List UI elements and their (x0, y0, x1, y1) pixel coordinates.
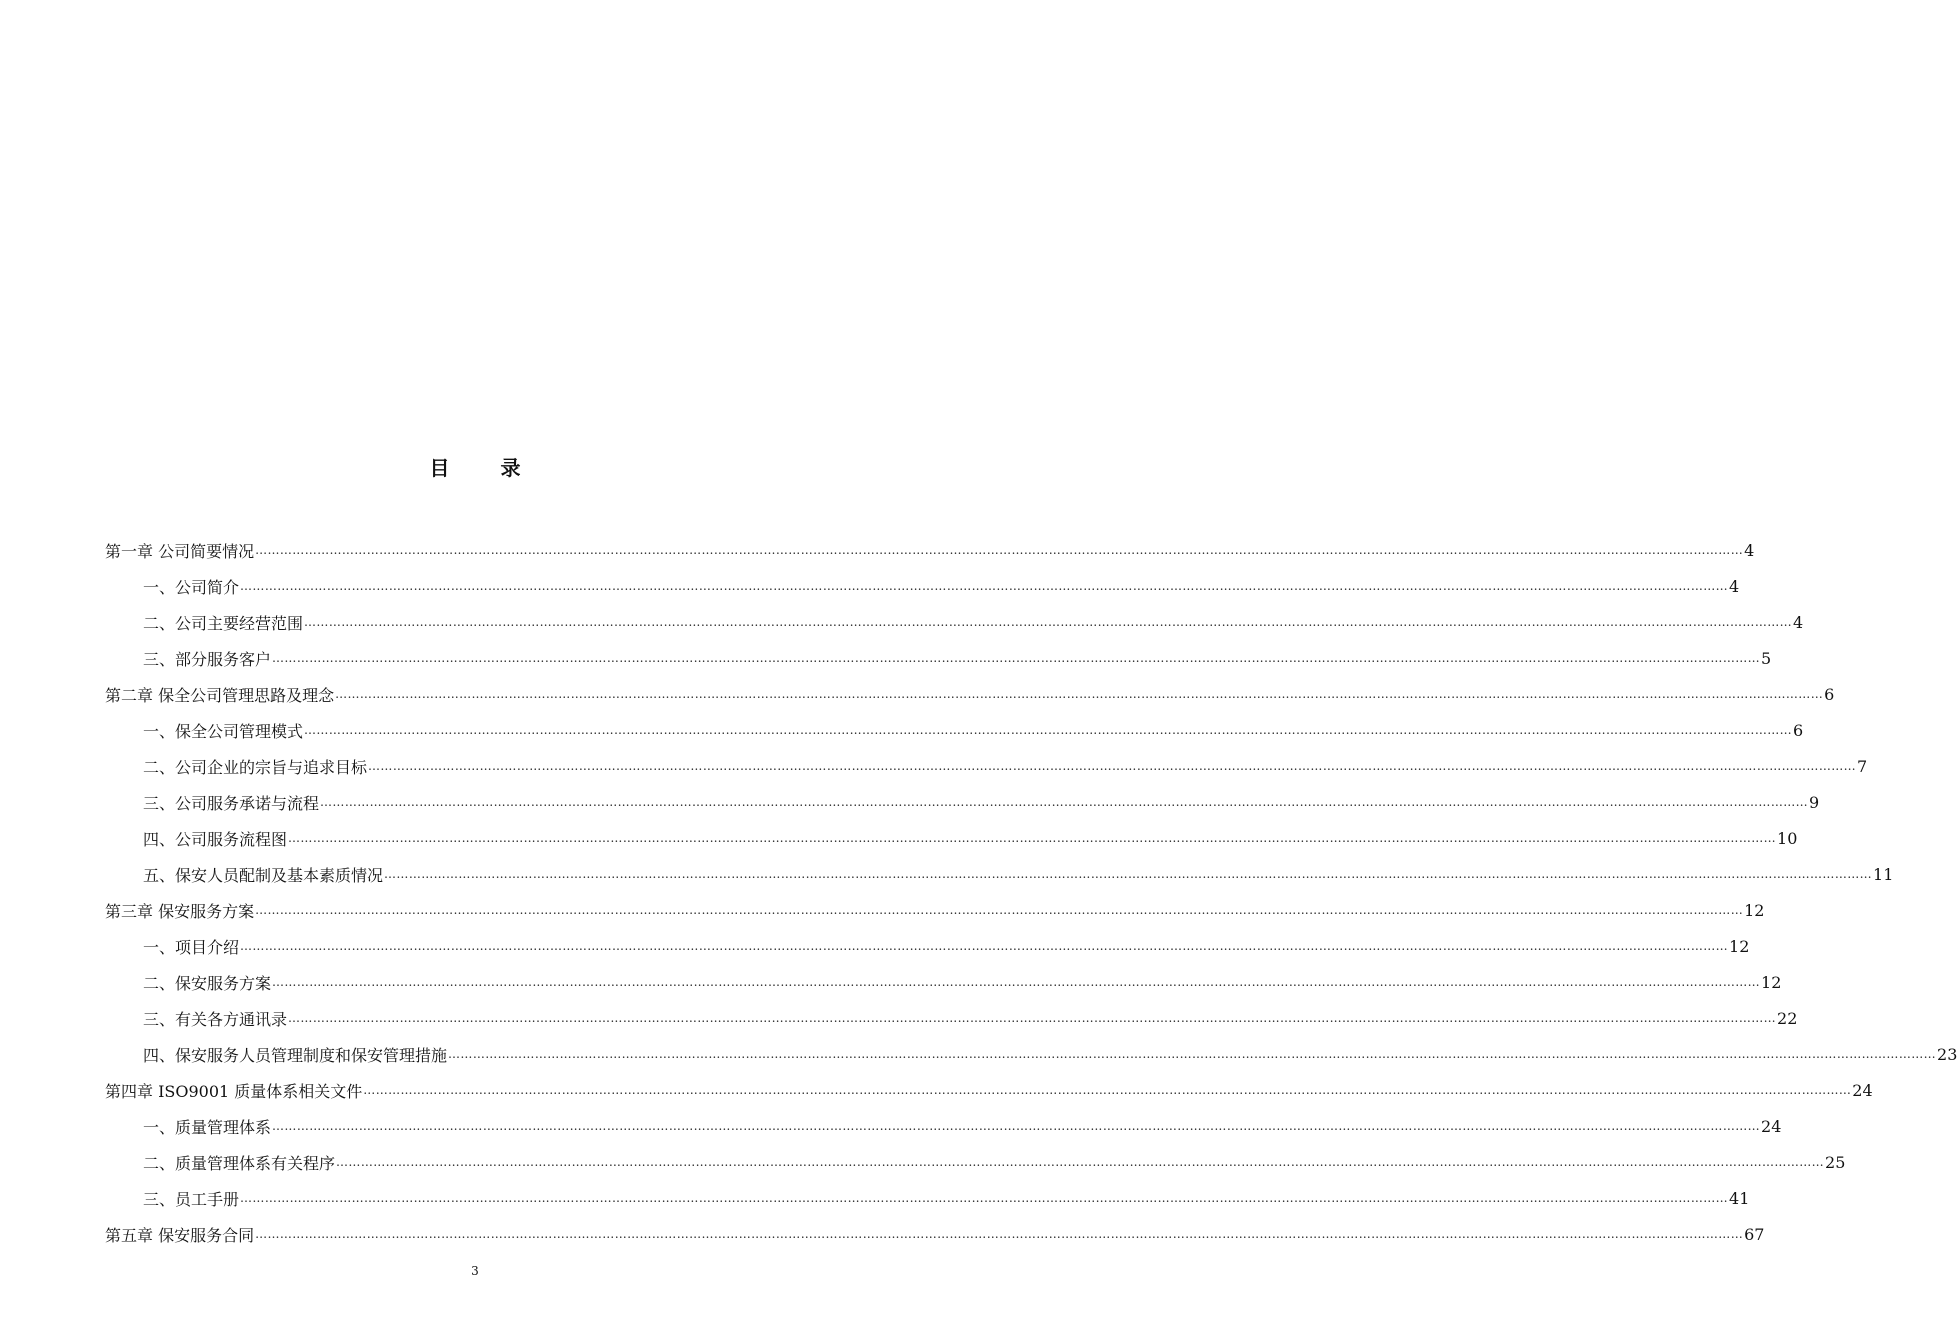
toc-entry-page: 67 (1744, 1224, 1765, 1244)
toc-entry-10[interactable] (143, 860, 1894, 888)
toc-entry-label: 三、员工手册 (143, 1189, 240, 1209)
toc-entry-label: 二、质量管理体系有关程序 (143, 1153, 336, 1173)
toc-entry-label: 第一章 公司简要情况 (105, 541, 255, 561)
toc-leader-dots: ……………………………………………………………………………………………………………………………………………………………………………………………………………………………………………………………………………………………………………………………… (272, 651, 1761, 665)
toc-leader-dots: ……………………………………………………………………………………………………………………………………………………………………………………………………………………………………………………………………………………………………………………………… (240, 1191, 1729, 1205)
toc-entry-label: 四、公司服务流程图 (143, 829, 288, 849)
toc-entry-page: 41 (1729, 1188, 1750, 1208)
toc-entry-label: 第四章 ISO9001 质量体系相关文件 (105, 1081, 363, 1101)
toc-entry-label: 一、保全公司管理模式 (143, 721, 304, 741)
toc-entry-7[interactable] (143, 752, 1868, 780)
toc-entry-4[interactable] (143, 644, 1772, 672)
toc-leader-dots: ……………………………………………………………………………………………………………………………………………………………………………………………………………………………………………………………………………………………………………………………… (336, 1155, 1825, 1169)
toc-entry-page: 25 (1825, 1152, 1846, 1172)
toc-entry-page: 24 (1852, 1080, 1873, 1100)
toc-leader-dots: ……………………………………………………………………………………………………………………………………………………………………………………………………………………………………………………………………………………………………………………………… (288, 831, 1777, 845)
footer-page-number: 3 (471, 1264, 479, 1278)
toc-entry-2[interactable] (143, 572, 1740, 600)
toc-entry-12[interactable] (143, 932, 1750, 960)
toc-leader-dots: ……………………………………………………………………………………………………………………………………………………………………………………………………………………………………………………………………………………………………………………………… (335, 687, 1824, 701)
toc-leader-dots: ……………………………………………………………………………………………………………………………………………………………………………………………………………………………………………………………………………………………………………………………… (255, 543, 1744, 557)
toc-entry-label: 五、保安人员配制及基本素质情况 (143, 865, 384, 885)
toc-leader-dots: ……………………………………………………………………………………………………………………………………………………………………………………………………………………………………………………………………………………………………………………………… (320, 795, 1809, 809)
toc-entry-label: 第三章 保安服务方案 (105, 901, 255, 921)
toc-entry-5[interactable] (105, 680, 1835, 708)
toc-leader-dots: ……………………………………………………………………………………………………………………………………………………………………………………………………………………………………………………………………………………………………………………………… (304, 723, 1793, 737)
toc-entry-18[interactable] (143, 1148, 1846, 1176)
toc-entry-page: 23 (1937, 1044, 1957, 1064)
toc-entry-label: 二、保安服务方案 (143, 973, 272, 993)
toc-entry-page: 6 (1793, 720, 1804, 740)
toc-leader-dots: ……………………………………………………………………………………………………………………………………………………………………………………………………………………………………………………………………………………………………………………………… (448, 1047, 1937, 1061)
toc-entry-20[interactable] (105, 1220, 1765, 1248)
toc-entry-page: 5 (1761, 648, 1772, 668)
toc-entry-9[interactable] (143, 824, 1798, 852)
toc-entry-page: 11 (1873, 864, 1894, 884)
toc-entry-13[interactable] (143, 968, 1782, 996)
toc-leader-dots: ……………………………………………………………………………………………………………………………………………………………………………………………………………………………………………………………………………………………………………………………… (288, 1011, 1777, 1025)
toc-entry-page: 4 (1729, 576, 1740, 596)
toc-leader-dots: ……………………………………………………………………………………………………………………………………………………………………………………………………………………………………………………………………………………………………………………………… (304, 615, 1793, 629)
toc-leader-dots: ……………………………………………………………………………………………………………………………………………………………………………………………………………………………………………………………………………………………………………………………… (363, 1083, 1852, 1097)
toc-entry-19[interactable] (143, 1184, 1750, 1212)
toc-entry-page: 4 (1744, 540, 1755, 560)
toc-leader-dots: ……………………………………………………………………………………………………………………………………………………………………………………………………………………………………………………………………………………………………………………………… (240, 579, 1729, 593)
toc-entry-1[interactable] (105, 536, 1755, 564)
toc-leader-dots: ……………………………………………………………………………………………………………………………………………………………………………………………………………………………………………………………………………………………………………………………… (272, 1119, 1761, 1133)
toc-entry-page: 12 (1744, 900, 1765, 920)
toc-entry-page: 10 (1777, 828, 1798, 848)
toc-entry-label: 二、公司企业的宗旨与追求目标 (143, 757, 368, 777)
toc-entry-page: 24 (1761, 1116, 1782, 1136)
toc-entry-17[interactable] (143, 1112, 1782, 1140)
toc-entry-label: 四、保安服务人员管理制度和保安管理措施 (143, 1045, 448, 1065)
toc-leader-dots: ……………………………………………………………………………………………………………………………………………………………………………………………………………………………………………………………………………………………………………………………… (255, 903, 1744, 917)
toc-entry-3[interactable] (143, 608, 1804, 636)
toc-entry-14[interactable] (143, 1004, 1798, 1032)
toc-entry-6[interactable] (143, 716, 1804, 744)
toc-entry-15[interactable] (143, 1040, 1957, 1068)
toc-leader-dots: ……………………………………………………………………………………………………………………………………………………………………………………………………………………………………………………………………………………………………………………………… (368, 759, 1857, 773)
toc-entry-label: 一、质量管理体系 (143, 1117, 272, 1137)
toc-entry-label: 三、部分服务客户 (143, 649, 272, 669)
toc-entry-label: 二、公司主要经营范围 (143, 613, 304, 633)
toc-entry-16[interactable] (105, 1076, 1873, 1104)
toc-leader-dots: ……………………………………………………………………………………………………………………………………………………………………………………………………………………………………………………………………………………………………………………………… (255, 1227, 1744, 1241)
toc-title: 目 录 (429, 456, 543, 480)
toc-entry-label: 第五章 保安服务合同 (105, 1225, 255, 1245)
toc-entry-page: 12 (1729, 936, 1750, 956)
toc-entry-label: 一、公司简介 (143, 577, 240, 597)
toc-entry-page: 4 (1793, 612, 1804, 632)
toc-entry-page: 9 (1809, 792, 1820, 812)
toc-leader-dots: ……………………………………………………………………………………………………………………………………………………………………………………………………………………………………………………………………………………………………………………………… (240, 939, 1729, 953)
toc-entry-8[interactable] (143, 788, 1820, 816)
toc-entry-page: 6 (1824, 684, 1835, 704)
toc-entry-label: 一、项目介绍 (143, 937, 240, 957)
toc-leader-dots: ……………………………………………………………………………………………………………………………………………………………………………………………………………………………………………………………………………………………………………………………… (384, 867, 1873, 881)
toc-entry-label: 三、有关各方通讯录 (143, 1009, 288, 1029)
toc-entry-11[interactable] (105, 896, 1765, 924)
toc-entry-page: 12 (1761, 972, 1782, 992)
toc-entry-label: 第二章 保全公司管理思路及理念 (105, 685, 335, 705)
toc-entry-page: 22 (1777, 1008, 1798, 1028)
toc-entry-label: 三、公司服务承诺与流程 (143, 793, 320, 813)
toc-entry-page: 7 (1857, 756, 1868, 776)
toc-leader-dots: ……………………………………………………………………………………………………………………………………………………………………………………………………………………………………………………………………………………………………………………………… (272, 975, 1761, 989)
